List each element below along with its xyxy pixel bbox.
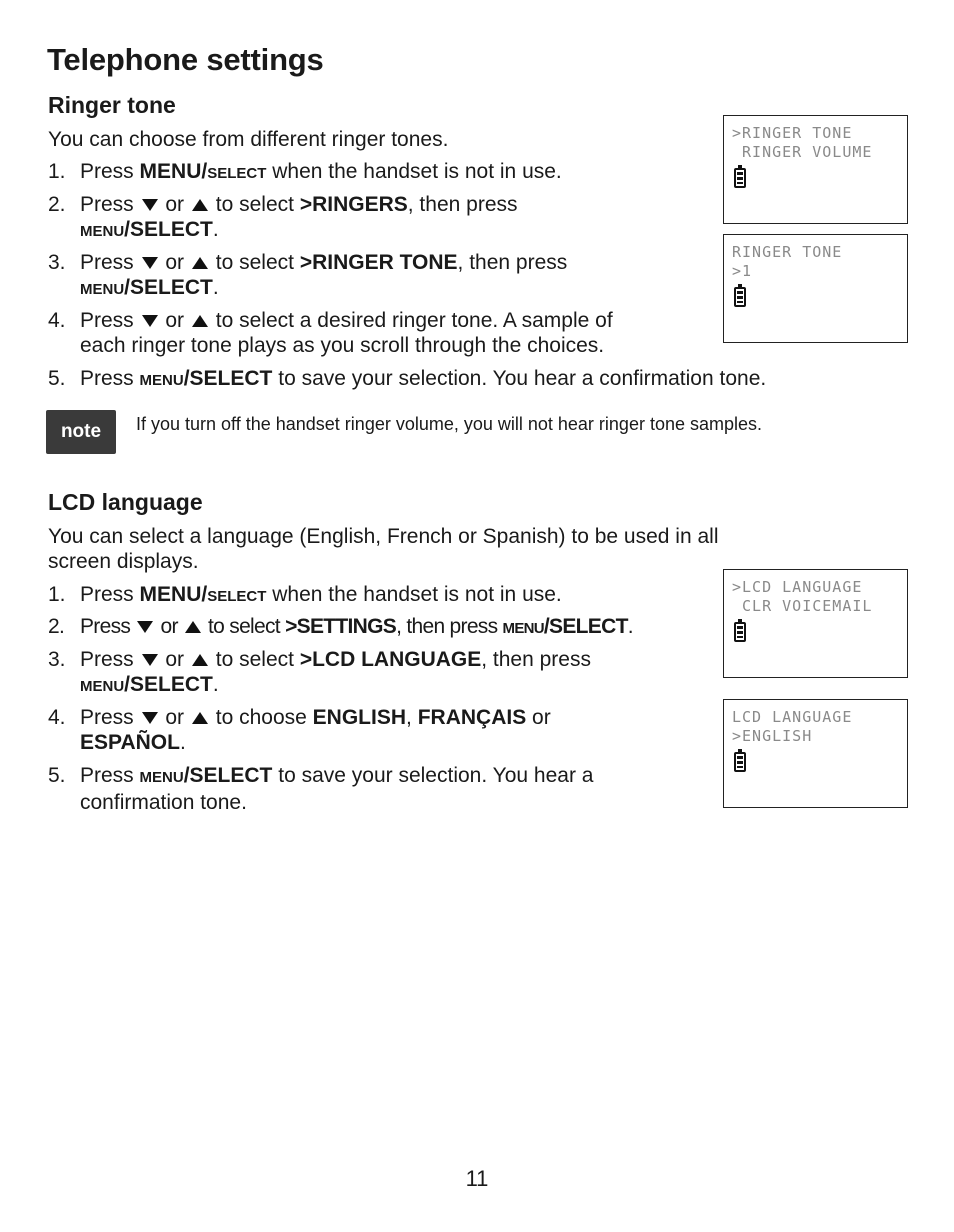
lcd-line: >ENGLISH <box>732 727 813 745</box>
lcd-intro: You can select a language (English, French or Spanish) to be used in all screen displays. <box>48 525 719 573</box>
down-arrow-icon <box>142 654 158 666</box>
down-arrow-icon <box>142 315 158 327</box>
ringer-step-5: 5. Press MENU/SELECT to save your selection. You hear a confirmation tone. <box>48 367 767 390</box>
lcd-language-heading: LCD language <box>48 489 203 515</box>
up-arrow-icon <box>192 315 208 327</box>
ringer-step-1: 1. Press MENU/SELECT when the handset is not in use. <box>48 160 562 183</box>
lcd-line: LCD LANGUAGE <box>732 708 853 726</box>
up-arrow-icon <box>192 712 208 724</box>
lcd-line: >RINGER TONE <box>732 124 853 142</box>
lcd-step-5: 5. Press MENU/SELECT to save your selection. You hear a confirmation tone. <box>48 764 594 814</box>
page-number: 11 <box>465 1166 489 1191</box>
ringer-tone-heading: Ringer tone <box>48 92 176 118</box>
ringer-step-2: 2. Press or to select >RINGERS, then press MENU/SELECT. <box>48 193 518 241</box>
lcd-line: RINGER TONE <box>732 243 843 261</box>
lcd-step-3: 3. Press or to select >LCD LANGUAGE, then press MENU/SELECT. <box>48 648 591 696</box>
up-arrow-icon <box>192 654 208 666</box>
lcd-screen-ringer-tone <box>723 234 908 343</box>
lcd-line: CLR VOICEMAIL <box>732 597 873 615</box>
down-arrow-icon <box>142 257 158 269</box>
ringer-step-3: 3. Press or to select >RINGER TONE, then press MENU/SELECT. <box>48 251 568 299</box>
lcd-screen-language-english <box>723 699 908 808</box>
down-arrow-icon <box>137 621 153 633</box>
lcd-line: >1 <box>732 262 753 280</box>
up-arrow-icon <box>192 199 208 211</box>
battery-icon <box>734 287 746 307</box>
note-badge: note <box>46 410 116 454</box>
down-arrow-icon <box>142 712 158 724</box>
lcd-step-4: 4. Press or to choose ENGLISH, FRANÇAIS or ESPAÑOL. <box>48 706 551 754</box>
lcd-screen-language-menu <box>723 569 908 678</box>
battery-icon <box>734 622 746 642</box>
battery-icon <box>734 752 746 772</box>
lcd-step-2: 2. Press or to select >SETTINGS, then press MENU/SELECT. <box>48 615 633 638</box>
lcd-step-1: 1. Press MENU/SELECT when the handset is not in use. <box>48 583 562 606</box>
up-arrow-icon <box>185 621 201 633</box>
up-arrow-icon <box>192 257 208 269</box>
lcd-line: >LCD LANGUAGE <box>732 578 863 596</box>
battery-icon <box>734 168 746 188</box>
lcd-line: RINGER VOLUME <box>732 143 873 161</box>
ringer-intro: You can choose from different ringer tones. <box>48 128 449 151</box>
ringer-step-4: 4. Press or to select a desired ringer tone. A sample of each ringer tone plays as you scroll through the choices. <box>48 309 613 357</box>
lcd-screen-ringer-menu <box>723 115 908 224</box>
step-number: 1. <box>48 160 66 183</box>
down-arrow-icon <box>142 199 158 211</box>
note-text: If you turn off the handset ringer volume, you will not hear ringer tone samples. <box>136 414 763 434</box>
page-title: Telephone settings <box>47 42 324 77</box>
